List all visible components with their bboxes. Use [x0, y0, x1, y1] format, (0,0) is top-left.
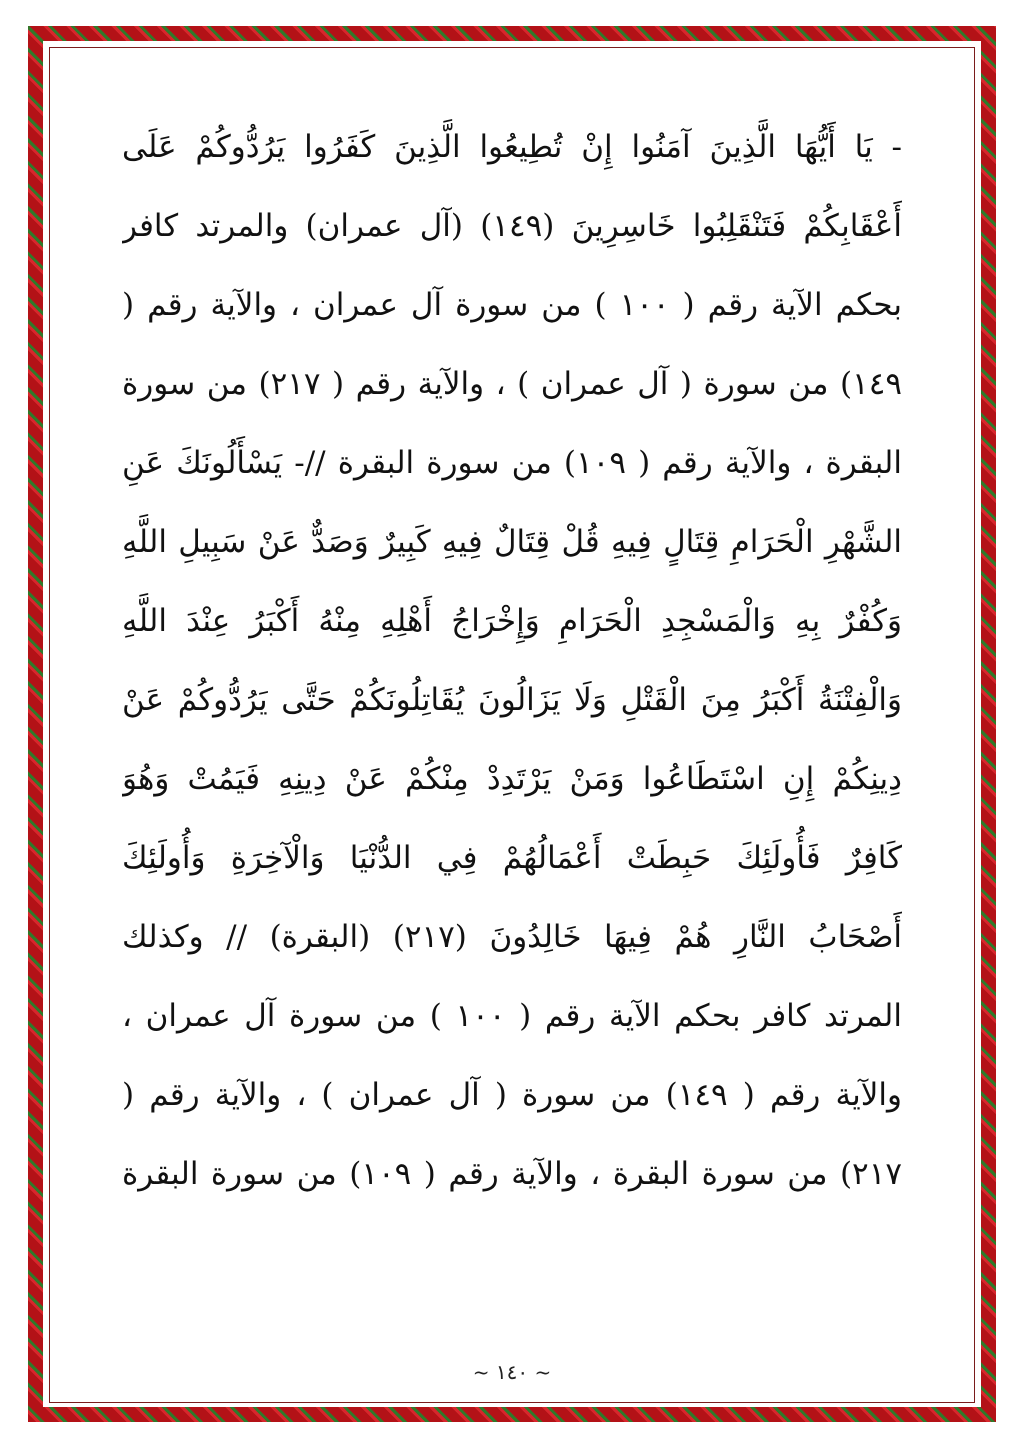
text-line: أَصْحَابُ النَّارِ هُمْ فِيهَا خَالِدُونَ (٢١٧) (البقرة) // وكذلك: [122, 919, 902, 955]
page-body: [122, 108, 902, 1238]
text-line: المرتد كافر بحكم الآية رقم ( ١٠٠ ) من سورة آل عمران ،: [122, 998, 902, 1034]
text-line: الشَّهْرِ الْحَرَامِ قِتَالٍ فِيهِ قُلْ قِتَالٌ فِيهِ كَبِيرٌ وَصَدٌّ عَنْ سَبِيلِ اللَّهِ: [122, 524, 902, 560]
text-line: ١٤٩) من سورة ( آل عمران ) ، والآية رقم ( ٢١٧) من سورة: [122, 366, 902, 402]
text-line: دِينِكُمْ إِنِ اسْتَطَاعُوا وَمَنْ يَرْتَدِدْ مِنْكُمْ عَنْ دِينِهِ فَيَمُتْ وَهُوَ: [122, 761, 902, 797]
text-line: أَعْقَابِكُمْ فَتَنْقَلِبُوا خَاسِرِينَ (١٤٩) (آل عمران) والمرتد كافر: [122, 208, 902, 244]
text-line: وَالْفِتْنَةُ أَكْبَرُ مِنَ الْقَتْلِ وَلَا يَزَالُونَ يُقَاتِلُونَكُمْ حَتَّى يَرُدُّوكُمْ عَنْ: [122, 682, 902, 718]
text-line: ٢١٧) من سورة البقرة ، والآية رقم ( ١٠٩) من سورة البقرة: [122, 1156, 902, 1192]
text-line: كَافِرٌ فَأُولَئِكَ حَبِطَتْ أَعْمَالُهُمْ فِي الدُّنْيَا وَالْآخِرَةِ وَأُولَئِكَ: [122, 840, 902, 876]
text-line: بحكم الآية رقم ( ١٠٠ ) من سورة آل عمران ، والآية رقم (: [122, 287, 902, 323]
text-line: والآية رقم ( ١٤٩) من سورة ( آل عمران ) ، والآية رقم (: [122, 1077, 902, 1113]
page-number: ~ ١٤٠ ~: [472, 1360, 552, 1384]
text-line: البقرة ، والآية رقم ( ١٠٩) من سورة البقرة //- يَسْأَلُونَكَ عَنِ: [122, 445, 902, 481]
text-line: وَكُفْرٌ بِهِ وَالْمَسْجِدِ الْحَرَامِ وَإِخْرَاجُ أَهْلِهِ مِنْهُ أَكْبَرُ عِنْدَ اللَّهِ: [122, 603, 902, 639]
text-line: - يَا أَيُّهَا الَّذِينَ آمَنُوا إِنْ تُطِيعُوا الَّذِينَ كَفَرُوا يَرُدُّوكُمْ عَلَى: [122, 129, 902, 165]
